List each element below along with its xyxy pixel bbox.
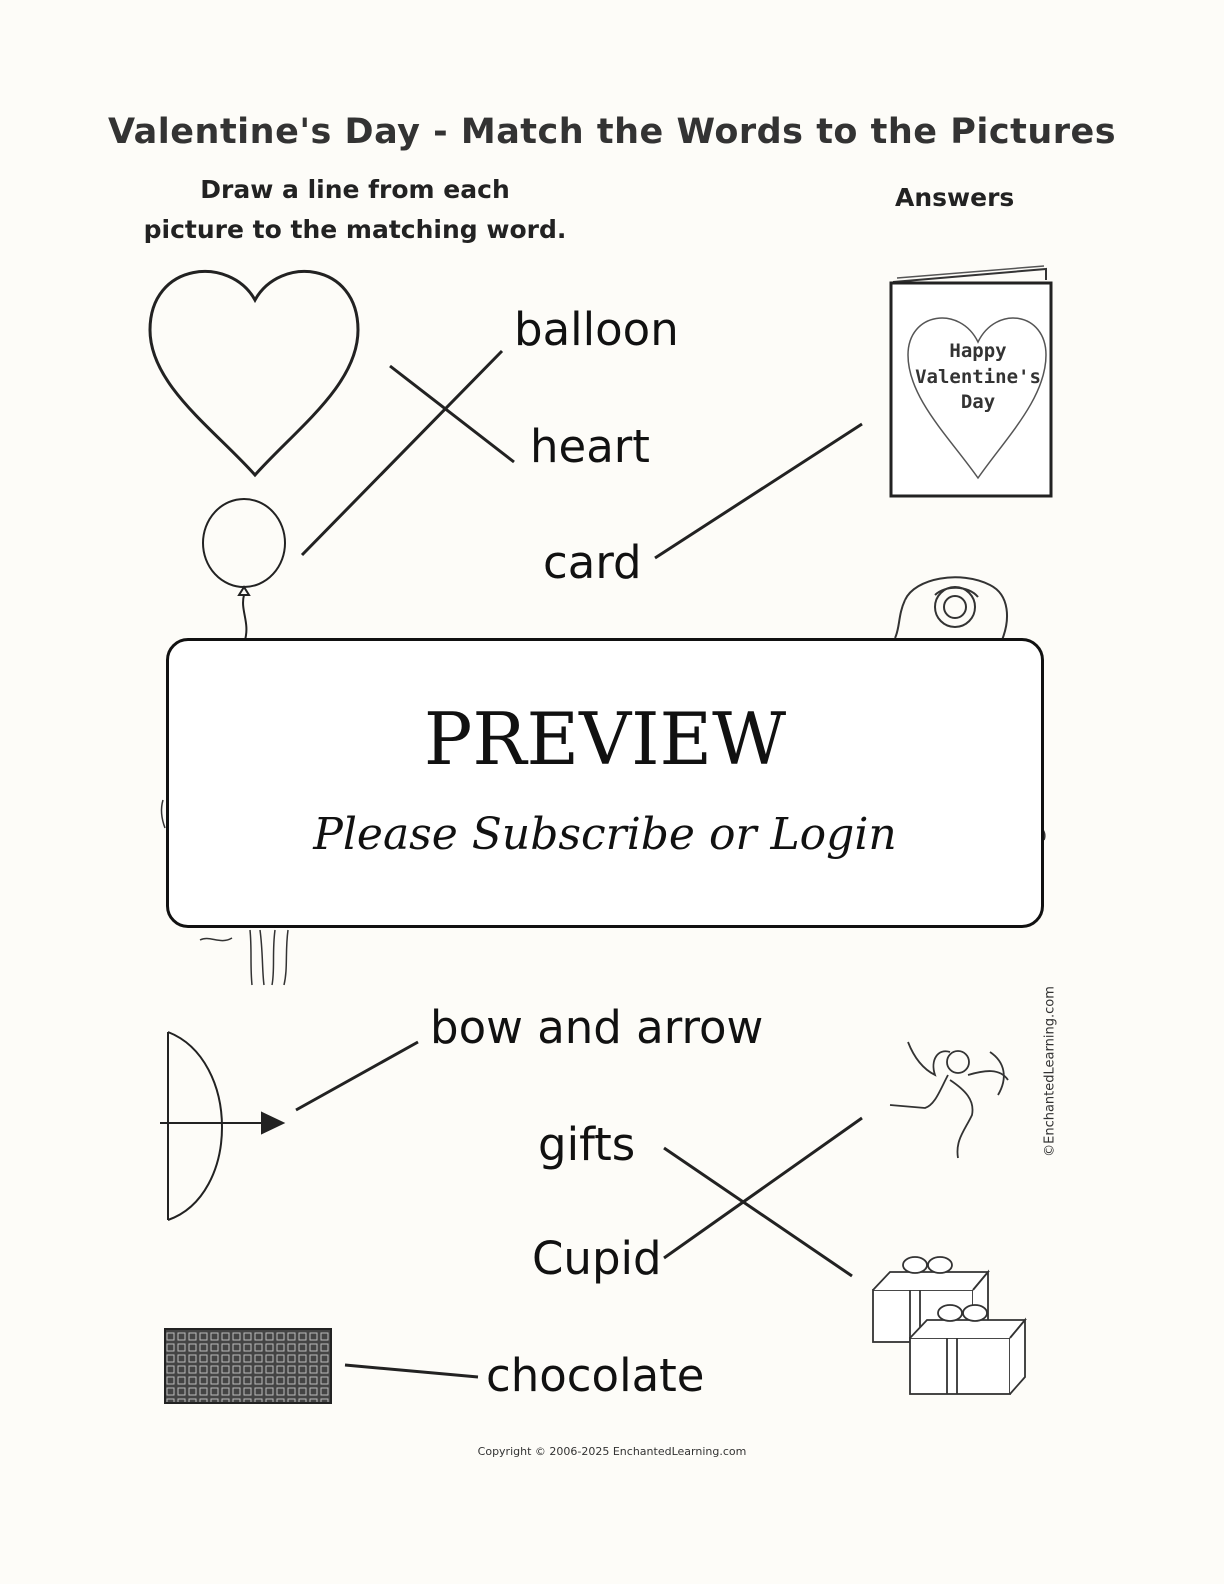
word-card: card xyxy=(543,536,642,589)
chocolate-icon xyxy=(165,1329,331,1403)
cupid-icon xyxy=(890,1042,1008,1158)
word-cupid: Cupid xyxy=(532,1232,662,1285)
page-title: Valentine's Day - Match the Words to the Pictures xyxy=(108,112,1117,152)
instructions-line-2: picture to the matching word. xyxy=(143,215,567,244)
preview-heading: PREVIEW xyxy=(423,697,787,781)
instructions-line-1: Draw a line from each xyxy=(200,175,510,204)
word-bow-and-arrow: bow and arrow xyxy=(430,1001,764,1054)
rose-icon xyxy=(895,577,1007,640)
line-card-to-word xyxy=(655,424,862,558)
answers-label: Answers xyxy=(895,183,1015,212)
subscribe-login-link[interactable]: Please Subscribe or Login xyxy=(313,809,897,860)
line-chocolate-to-word xyxy=(345,1365,478,1377)
line-cupid-to-word xyxy=(664,1118,862,1258)
card-text-line-3: Day xyxy=(960,391,996,413)
copyright: Copyright © 2006-2025 EnchantedLearning.com xyxy=(477,1445,747,1458)
line-bow-to-word xyxy=(296,1042,418,1110)
preview-overlay[interactable] xyxy=(166,638,1044,928)
word-heart: heart xyxy=(530,420,650,473)
heart-icon xyxy=(150,271,358,475)
gifts-icon xyxy=(873,1257,1025,1394)
bow-and-arrow-icon xyxy=(160,1032,283,1220)
word-gifts: gifts xyxy=(538,1118,636,1171)
word-chocolate: chocolate xyxy=(486,1349,705,1402)
line-balloon-to-word xyxy=(302,351,502,555)
card-text-line-1: Happy xyxy=(949,340,1007,362)
card-text-line-2: Valentine's xyxy=(915,366,1041,388)
word-balloon: balloon xyxy=(514,303,679,356)
balloon-icon xyxy=(203,499,285,640)
vertical-credit: ©EnchantedLearning.com xyxy=(1042,986,1058,1157)
line-gifts-to-word xyxy=(664,1148,852,1276)
